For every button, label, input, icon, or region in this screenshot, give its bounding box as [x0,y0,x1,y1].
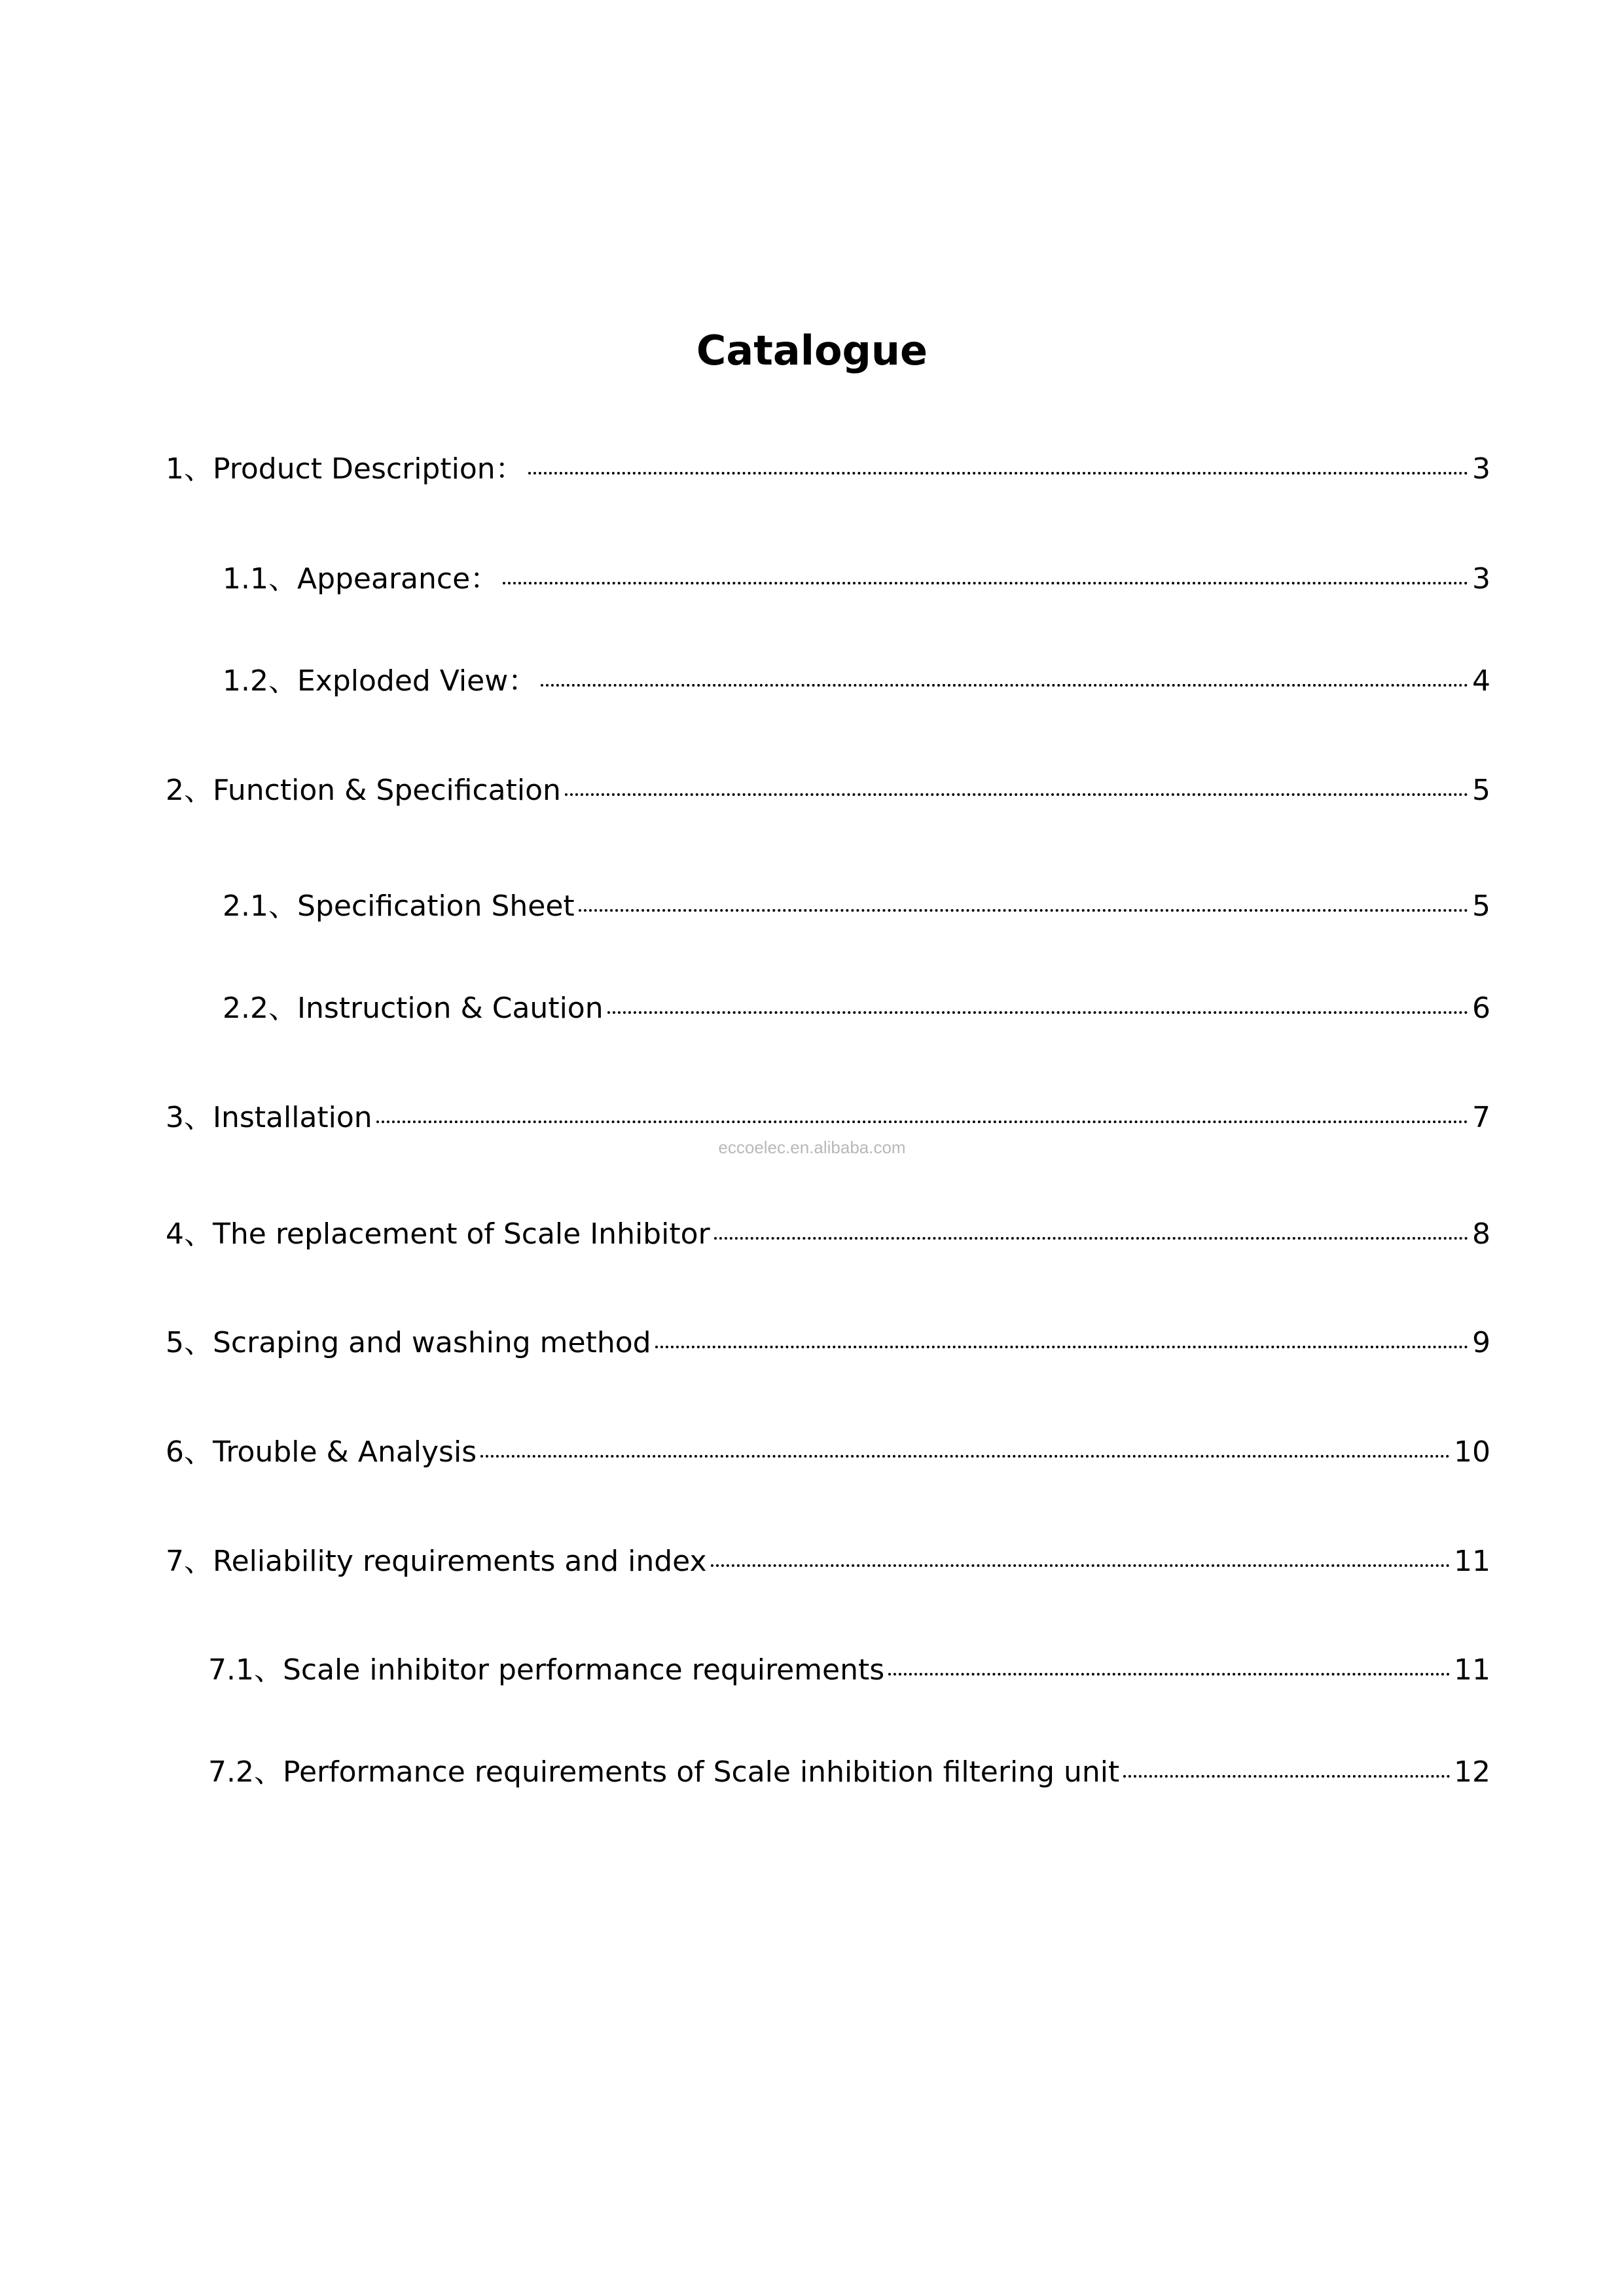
toc-entry-2-1[interactable] [223,889,1490,923]
toc-entry-label: 3、Installation [166,1101,372,1134]
toc-leader-dots [565,793,1468,796]
toc-entry-1-1[interactable] [223,562,1490,596]
toc-entry-label: 1.2、Exploded View： [223,664,537,698]
toc-page-number: 11 [1454,1653,1490,1687]
toc-leader-dots [480,1455,1450,1458]
toc-entry-3[interactable] [166,1103,1490,1132]
toc-page-number: 3 [1472,562,1490,596]
toc-entry-label: 2、Function & Specification [166,774,561,807]
toc-page-number: 6 [1472,992,1490,1025]
toc-entry-1[interactable] [166,452,1490,486]
toc-leader-dots [607,1011,1468,1014]
watermark: eccoelec.en.alibaba.com [718,1138,906,1157]
toc-leader-dots [579,909,1468,912]
toc-page-number: 5 [1472,889,1490,923]
toc-leader-dots [714,1237,1468,1240]
toc-page-number: 7 [1472,1101,1490,1134]
toc-page-number: 9 [1472,1326,1490,1359]
toc-entry-label: 4、The replacement of Scale Inhibitor [166,1217,710,1251]
toc-entry-2[interactable] [166,776,1490,805]
toc-entry-7[interactable] [166,1547,1490,1576]
toc-leader-dots [376,1121,1468,1123]
toc-page-number: 12 [1454,1755,1490,1789]
toc-entry-label: 1、Product Description： [166,452,524,486]
toc-entry-label: 2.2、Instruction & Caution [223,992,604,1025]
toc-entry-label: 7、Reliability requirements and index [166,1545,707,1578]
toc-entry-label: 7.2、Performance requirements of Scale inhibition filtering unit [208,1755,1120,1789]
toc-leader-dots [655,1346,1468,1348]
toc-page-number: 8 [1472,1217,1490,1251]
toc-leader-dots [541,684,1468,687]
toc-leader-dots [528,472,1468,475]
toc-entry-6[interactable] [166,1435,1490,1469]
toc-page-number: 5 [1472,774,1490,807]
toc-page-number: 11 [1454,1545,1490,1578]
toc-entry-label: 6、Trouble & Analysis [166,1435,477,1469]
toc-entry-7-1[interactable] [208,1653,1490,1687]
page-title: Catalogue [696,327,928,374]
toc-entry-1-2[interactable] [223,664,1490,698]
toc-page-number: 10 [1454,1435,1490,1469]
toc-entry-2-2[interactable] [223,994,1490,1023]
toc-entry-label: 2.1、Specification Sheet [223,889,575,923]
toc-entry-4[interactable] [166,1217,1490,1251]
toc-entry-label: 7.1、Scale inhibitor performance requirements [208,1653,885,1687]
toc-leader-dots [711,1564,1450,1567]
toc-leader-dots [888,1673,1450,1676]
toc-entry-7-2[interactable] [208,1755,1490,1789]
toc-leader-dots [1123,1775,1450,1778]
toc-page-number: 3 [1472,452,1490,486]
toc-entry-label: 5、Scraping and washing method [166,1326,651,1359]
toc-entry-5[interactable] [166,1326,1490,1359]
toc-entry-label: 1.1、Appearance： [223,562,499,596]
toc-page-number: 4 [1472,664,1490,698]
toc-leader-dots [503,582,1468,584]
